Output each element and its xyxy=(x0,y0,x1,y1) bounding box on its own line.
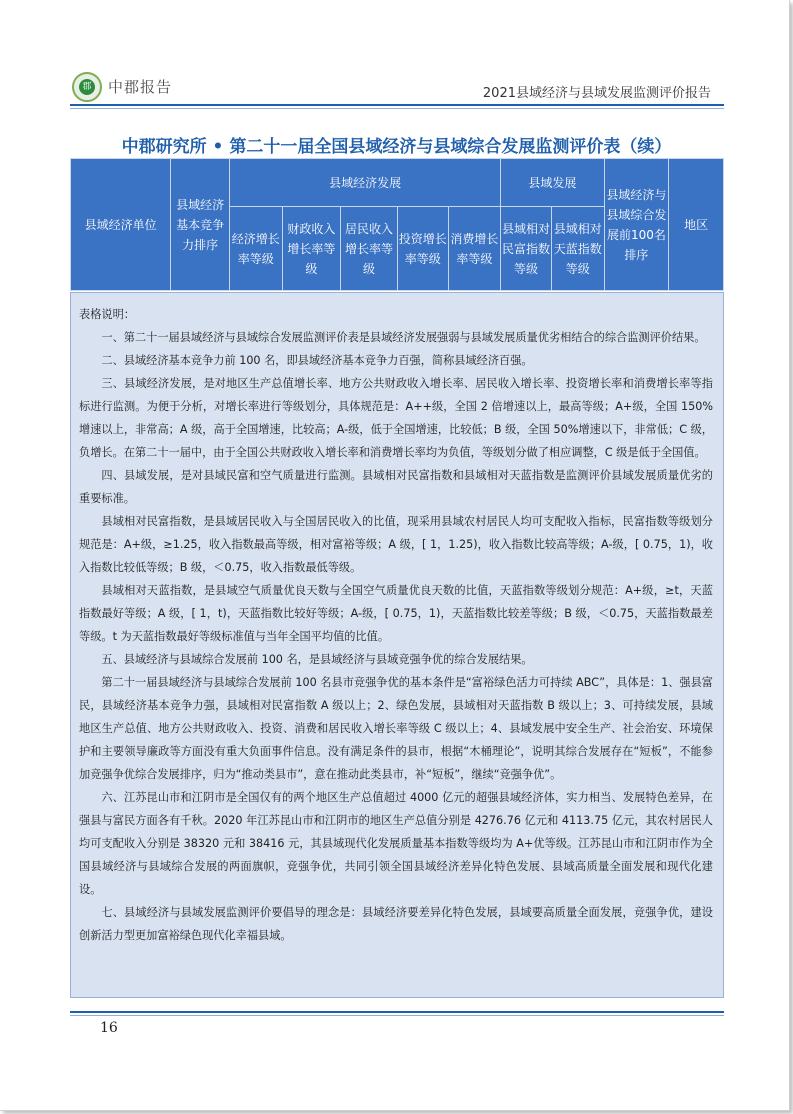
footer-divider xyxy=(70,1011,724,1013)
header-divider xyxy=(70,104,724,106)
notes-paragraph: 一、第二十一届县域经济与县域综合发展监测评价表是县域经济发展强弱与县域发展质量优劣相结合的综合监测评价结果。 xyxy=(101,331,706,344)
notes-paragraph: 六、江苏昆山市和江阴市是全国仅有的两个地区生产总值超过 4000 亿元的超强县域经济体，实力相当、发展特色差异，在强县与富民方面各有千秋。2020 年江苏昆山市和江阴市的地区生产总值分别是 4276.76 亿元和 4113.75 亿元，其农村居民人均可支配收入分别是 38320 元和 38416 元，其县域现代化发展质量基本指数等级均为 A+优等级。江苏昆山市和江阴市作为全国县域经济与县域综合发展的两面旗帜，竞强争优，共同引领全国县域经济差异化特色发展、县域高质量全面发展和现代化建设。 xyxy=(79,791,713,896)
group-econ: 县域经济发展 xyxy=(229,159,500,207)
group-dev: 县域发展 xyxy=(501,159,604,207)
col-fiscal-growth: 财政收入增长率等级 xyxy=(282,207,341,291)
notes-paragraph: 县域相对民富指数，是县域居民收入与全国居民收入的比值，现采用县域农村居民人均可支配收入指标，民富指数等级划分规范是：A+级，≥1.25，收入指数最高等级，相对富裕等级；A 级，[ 1，1.25)，收入指数比较高等级；A-级，[ 0.75，1)，收入指数比较低等级；B 级，＜0.75，收入指数最低等级。 xyxy=(79,515,713,574)
notes-paragraph: 五、县域经济与县域综合发展前 100 名，是县域经济与县域竞强争优的综合发展结果。 xyxy=(101,653,533,666)
col-bluesky-index: 县域相对天蓝指数等级 xyxy=(551,207,604,291)
table-notes xyxy=(70,292,724,998)
col-top100: 县域经济与县域综合发展前100名排序 xyxy=(604,159,669,291)
footer-divider-thin xyxy=(70,1015,724,1016)
col-econ-growth: 经济增长率等级 xyxy=(229,207,282,291)
header-divider-thin xyxy=(70,108,724,109)
report-title: 2021县域经济与县域发展监测评价报告 xyxy=(482,86,711,101)
zhongjun-logo-icon: 郡 xyxy=(72,72,102,102)
col-rank: 县域经济基本竞争力排序 xyxy=(171,159,230,291)
col-consume-growth: 消费增长率等级 xyxy=(448,207,501,291)
notes-paragraph: 县域相对天蓝指数，是县域空气质量优良天数与全国空气质量优良天数的比值，天蓝指数等级划分规范：A+级，≥t，天蓝指数最好等级；A 级，[ 1，t)，天蓝指数比较好等级；A-级，[ 0.75，1)，天蓝指数比较差等级；B 级，＜0.75，天蓝指数最差等级。t 为天蓝指数最好等级标准值与当年全国平均值的比值。 xyxy=(79,584,713,643)
col-invest-growth: 投资增长率等级 xyxy=(397,207,448,291)
col-region: 地区 xyxy=(669,159,724,291)
notes-paragraph: 二、县域经济基本竞争力前 100 名，即县域经济基本竞争力百强，简称县域经济百强。 xyxy=(101,354,533,367)
notes-heading: 表格说明： xyxy=(79,308,135,321)
brand-name: 中郡报告 xyxy=(108,78,173,96)
col-unit: 县域经济单位 xyxy=(71,159,171,291)
notes-paragraph: 四、县域发展，是对县域民富和空气质量进行监测。县域相对民富指数和县域相对天蓝指数是监测评价县域发展质量优劣的重要标准。 xyxy=(79,469,713,505)
page-title: 中郡研究所 • 第二十一届全国县域经济与县域综合发展监测评价表（续） xyxy=(121,137,672,157)
evaluation-table-header xyxy=(70,158,724,291)
col-wealth-index: 县域相对民富指数等级 xyxy=(501,207,552,291)
col-income-growth: 居民收入增长率等级 xyxy=(341,207,398,291)
notes-paragraph: 第二十一届县域经济与县域综合发展前 100 名县市竞强争优的基本条件是“富裕绿色活力可持续 ABC”，具体是：1、强县富民，县域经济基本竞争力强，县域相对民富指数 A 级以上；2、绿色发展，县域相对天蓝指数 B 级以上；3、可持续发展，县域地区生产总值、地方公共财政收入、投资、消费和居民收入增长率等级 C 级以上；4、县域发展中安全生产、社会治安、环境保护和主要领导廉政等方面没有重大负面事件信息。没有满足条件的县市，根据“木桶理论”，说明其综合发展存在“短板”，不能参加竞强争优综合发展排序，归为“推动类县市”，意在推动此类县市，补“短板”，继续“竞强争优”。 xyxy=(79,676,713,781)
notes-paragraph: 七、县域经济与县域发展监测评价要倡导的理念是：县域经济要差异化特色发展，县域要高质量全面发展，竞强争优，建设创新活力型更加富裕绿色现代化幸福县域。 xyxy=(79,906,713,942)
page-number: 16 xyxy=(100,1020,118,1036)
notes-paragraph: 三、县域经济发展，是对地区生产总值增长率、地方公共财政收入增长率、居民收入增长率、投资增长率和消费增长率等指标进行监测。为便于分析，对增长率进行等级划分，具体规范是：A++级，全国 2 倍增速以上，最高等级；A+级，全国 150%增速以上，非常高；A 级，高于全国增速，比较高；A-级，低于全国增速，比较低；B 级，全国 50%增速以下，非常低；C 级，负增长。在第二十一届中，由于全国公共财政收入增长率和消费增长率均为负值，等级划分做了相应调整，C 级是低于全国值。 xyxy=(79,377,713,459)
